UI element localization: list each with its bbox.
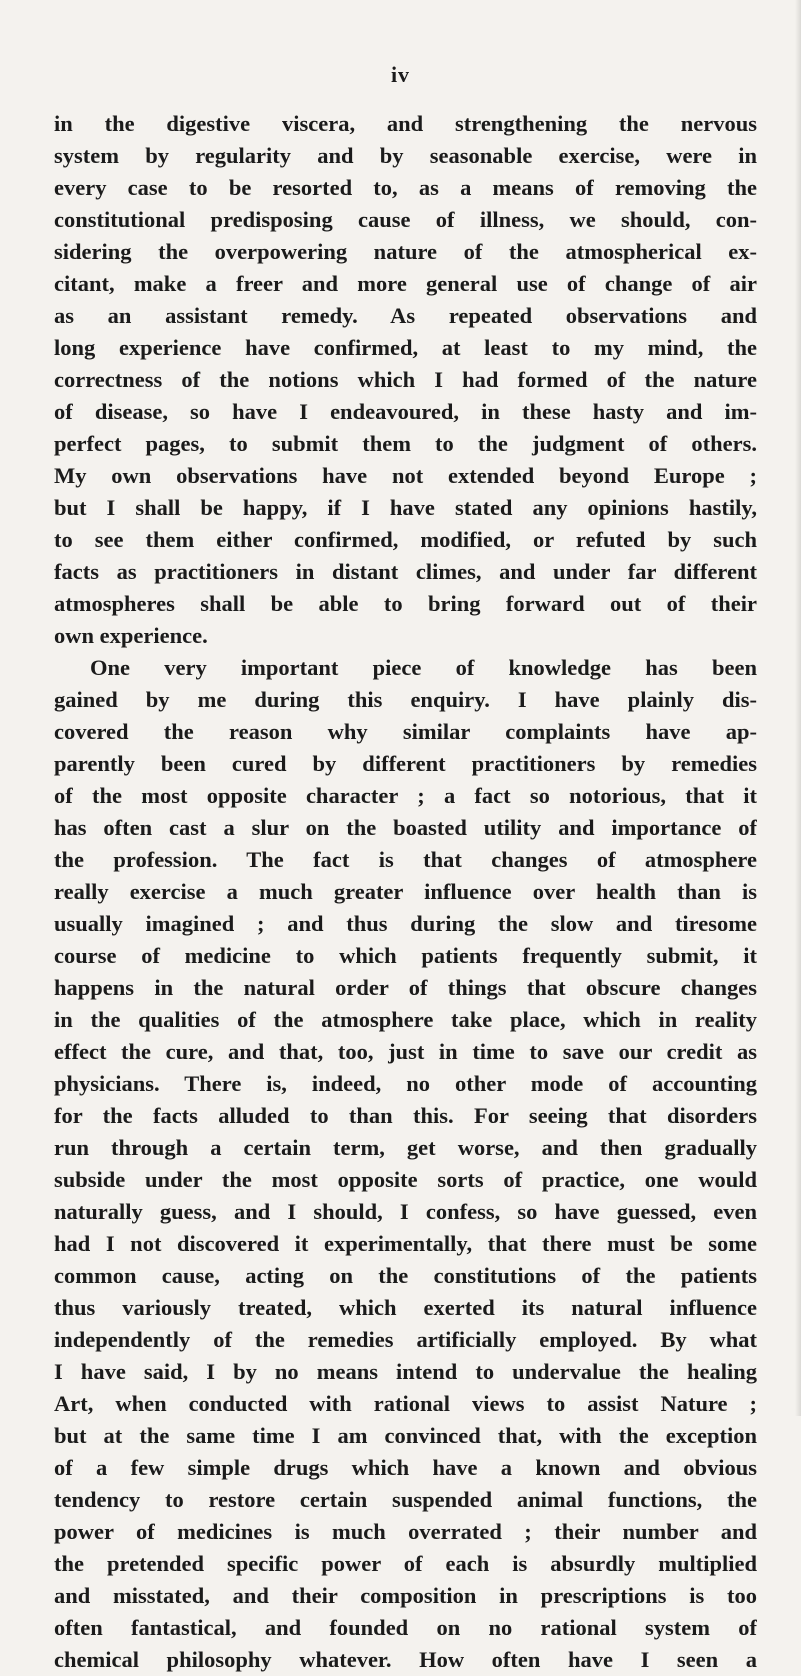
text-line: and misstated, and their composition in prescriptions is too	[54, 1583, 757, 1608]
text-line: had I not discovered it experimentally, that there must be some	[54, 1231, 757, 1256]
page-number: iv	[390, 62, 411, 87]
text-line: every case to be resorted to, as a means of removing the	[54, 175, 757, 200]
text-line: gained by me during this enquiry. I have plainly dis-	[54, 687, 757, 712]
text-line: to see them either confirmed, modified, or refuted by such	[54, 527, 757, 552]
text-line: I have said, I by no means intend to undervalue the healing	[54, 1359, 757, 1384]
text-line: perfect pages, to submit them to the judgment of others.	[54, 431, 757, 456]
text-line: power of medicines is much overrated ; their number and	[54, 1519, 757, 1544]
text-line: really exercise a much greater influence over health than is	[54, 879, 757, 904]
paragraph-start-line: One very important piece of knowledge has been	[90, 655, 757, 680]
page-edge-shadow	[795, 0, 801, 1416]
text-line: naturally guess, and I should, I confess, so have guessed, even	[54, 1199, 757, 1224]
text-line: constitutional predisposing cause of illness, we should, con-	[54, 207, 757, 232]
text-line: as an assistant remedy. As repeated observations and	[54, 303, 757, 328]
text-line: run through a certain term, get worse, and then gradually	[54, 1135, 757, 1160]
text-line: of a few simple drugs which have a known and obvious	[54, 1455, 757, 1480]
body-text	[54, 108, 757, 1676]
paragraph-end-line: own experience.	[54, 623, 208, 648]
text-line: happens in the natural order of things that obscure changes	[54, 975, 757, 1000]
text-line: usually imagined ; and thus during the slow and tiresome	[54, 911, 757, 936]
text-line: the profession. The fact is that changes of atmosphere	[54, 847, 757, 872]
text-line: subside under the most opposite sorts of practice, one would	[54, 1167, 757, 1192]
text-line: parently been cured by different practitioners by remedies	[54, 751, 757, 776]
text-line: for the facts alluded to than this. For seeing that disorders	[54, 1103, 757, 1128]
text-line: atmospheres shall be able to bring forward out of their	[54, 591, 757, 616]
text-line: in the qualities of the atmosphere take place, which in reality	[54, 1007, 757, 1032]
text-line: but at the same time I am convinced that, with the exception	[54, 1423, 757, 1448]
text-line: has often cast a slur on the boasted utility and importance of	[54, 815, 757, 840]
text-line: My own observations have not extended beyond Europe ;	[54, 463, 757, 488]
text-line: in the digestive viscera, and strengthening the nervous	[54, 111, 757, 136]
text-line: of disease, so have I endeavoured, in these hasty and im-	[54, 399, 757, 424]
text-line: sidering the overpowering nature of the atmospherical ex-	[54, 239, 757, 264]
text-line: of the most opposite character ; a fact so notorious, that it	[54, 783, 757, 808]
text-line: long experience have confirmed, at least to my mind, the	[54, 335, 757, 360]
text-line: the pretended specific power of each is absurdly multiplied	[54, 1551, 757, 1576]
text-line: citant, make a freer and more general use of change of air	[54, 271, 757, 296]
text-line: thus variously treated, which exerted its natural influence	[54, 1295, 757, 1320]
text-line: facts as practitioners in distant climes, and under far different	[54, 559, 757, 584]
text-line: effect the cure, and that, too, just in time to save our credit as	[54, 1039, 757, 1064]
text-line: independently of the remedies artificially employed. By what	[54, 1327, 757, 1352]
text-line: but I shall be happy, if I have stated any opinions hastily,	[54, 495, 757, 520]
text-line: correctness of the notions which I had formed of the nature	[54, 367, 757, 392]
text-line: covered the reason why similar complaints have ap-	[54, 719, 757, 744]
text-line: chemical philosophy whatever. How often have I seen a	[54, 1647, 757, 1672]
text-line: course of medicine to which patients frequently submit, it	[54, 943, 757, 968]
text-line: system by regularity and by seasonable exercise, were in	[54, 143, 757, 168]
text-line: common cause, acting on the constitutions of the patients	[54, 1263, 757, 1288]
text-line: physicians. There is, indeed, no other mode of accounting	[54, 1071, 757, 1096]
text-line: Art, when conducted with rational views to assist Nature ;	[54, 1391, 757, 1416]
text-line: often fantastical, and founded on no rational system of	[54, 1615, 757, 1640]
text-line: tendency to restore certain suspended animal functions, the	[54, 1487, 757, 1512]
